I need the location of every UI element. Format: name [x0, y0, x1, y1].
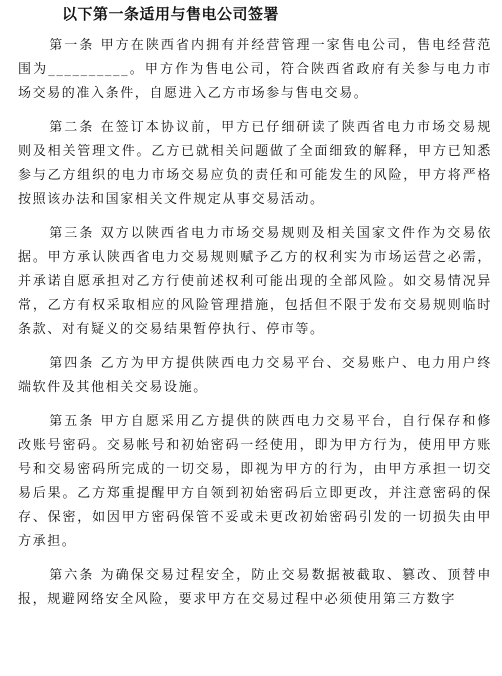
article-5-paragraph: 第五条 甲方自愿采用乙方提供的陕西电力交易平台，自行保存和修改账号密码。交易帐号和初始密码一经使用，即为甲方行为，使用甲方账号和交易密码所完成的一切交易，即视为甲方的行为，由甲方承担一切交易后果。乙方郑重提醒甲方自领到初始密码后立即更改，并注意密码的保存、保密，如因甲方密码保管不妥或未更改初始密码引发的一切损失由甲方承担。 — [18, 414, 492, 549]
article-3-paragraph: 第三条 双方以陕西省电力市场交易规则及相关国家文件作为交易依据。甲方承认陕西省电力交易规则赋予乙方的权利实为市场运营之必需，并承诺自愿承担对乙方行使前述权利可能出现的全部风险。如交易情况异常，乙方有权采取相应的风险管理措施，包括但不限于发布交易规则临时条款、对有疑义的交易结果暂停执行、停市等。 — [18, 226, 492, 337]
article-1-paragraph: 第一条 甲方在陕西省内拥有并经营管理一家售电公司，售电经营范围为__________。甲方作为售电公司，符合陕西省政府有关参与电力市场交易的准入条件，自愿进入乙方市场参与售电交易。 — [18, 38, 492, 101]
section-heading: 以下第一条适用与售电公司签署 — [62, 5, 280, 23]
article-4-paragraph: 第四条 乙方为甲方提供陕西电力交易平台、交易账户、电力用户终端软件及其他相关交易设施。 — [18, 356, 492, 395]
article-2-paragraph: 第二条 在签订本协议前，甲方已仔细研读了陕西省电力市场交易规则及相关管理文件。乙方已就相关问题做了全面细致的解释，甲方已知悉参与乙方组织的电力市场交易应负的责任和可能发生的风险，甲方将严格按照该办法和国家相关文件规定从事交易活动。 — [18, 120, 492, 207]
article-6-paragraph: 第六条 为确保交易过程安全，防止交易数据被截取、篡改、顶替申报，规避网络安全风险，要求甲方在交易过程中必须使用第三方数字 — [18, 568, 492, 607]
